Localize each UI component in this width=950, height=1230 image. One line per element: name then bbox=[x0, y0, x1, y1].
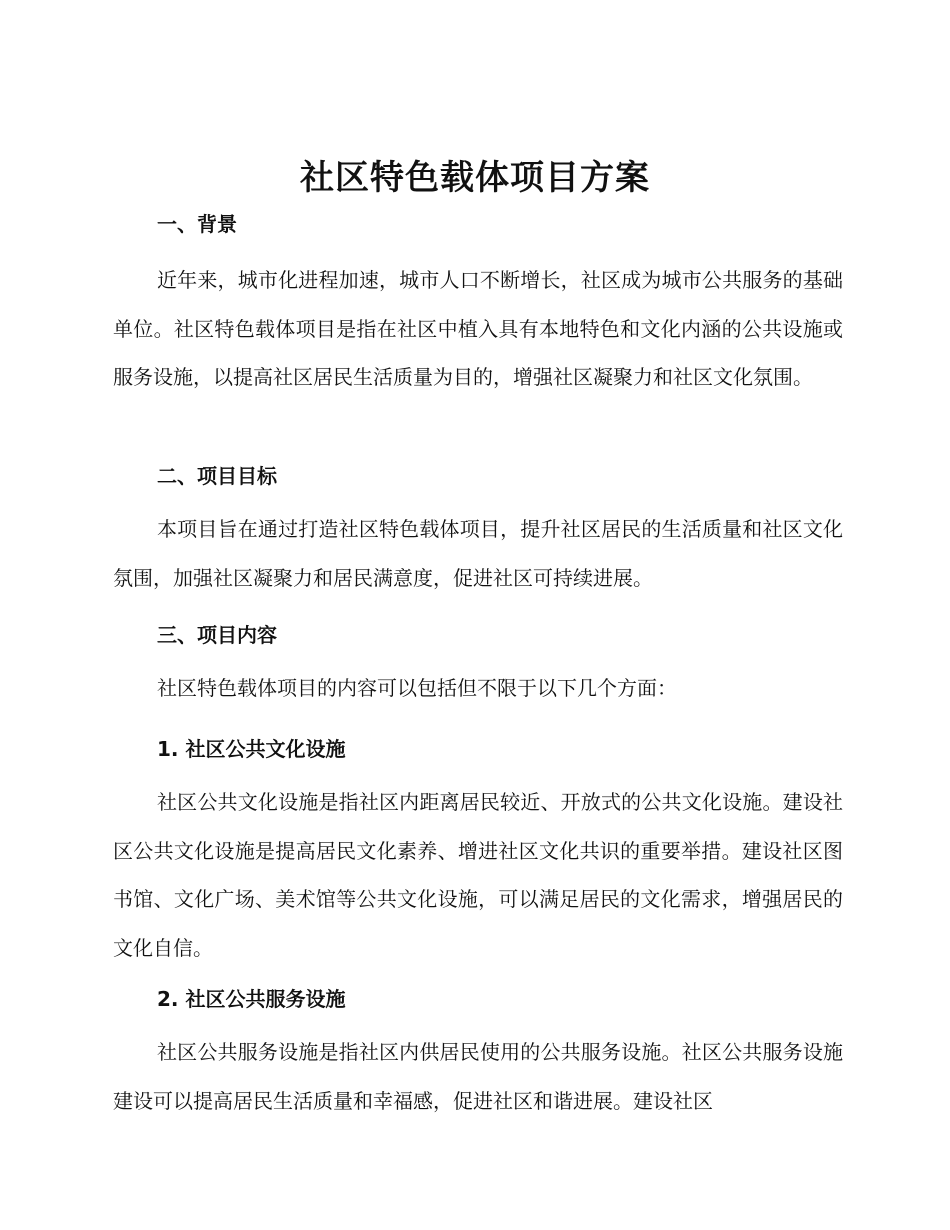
section-heading-content: 三、项目内容 bbox=[157, 623, 277, 647]
document-title: 社区特色载体项目方案 bbox=[300, 158, 650, 198]
subsection-paragraph-culture: 社区公共文化设施是指社区内距离居民较近、开放式的公共文化设施。建设社区公共文化设施是提高居民文化素养、增进社区文化共识的重要举措。建设社区图书馆、文化广场、美术馆等公共文化设施，可以满足居民的文化需求，增强居民的文化自信。 bbox=[113, 790, 843, 960]
section-heading-background: 一、背景 bbox=[157, 212, 237, 236]
section-paragraph-background: 近年来，城市化进程加速，城市人口不断增长，社区成为城市公共服务的基础单位。社区特色载体项目是指在社区中植入具有本地特色和文化内涵的公共设施或服务设施，以提高社区居民生活质量为目的，增强社区凝聚力和社区文化氛围。 bbox=[113, 268, 843, 389]
subsection-heading-service: 2. 社区公共服务设施 bbox=[157, 987, 346, 1011]
section-paragraph-content: 社区特色载体项目的内容可以包括但不限于以下几个方面： bbox=[157, 676, 677, 700]
section-paragraph-goals: 本项目旨在通过打造社区特色载体项目，提升社区居民的生活质量和社区文化氛围，加强社区凝聚力和居民满意度，促进社区可持续进展。 bbox=[113, 517, 843, 590]
subsection-heading-culture: 1. 社区公共文化设施 bbox=[157, 737, 346, 761]
section-heading-goals: 二、项目目标 bbox=[157, 464, 277, 488]
subsection-paragraph-service: 社区公共服务设施是指社区内供居民使用的公共服务设施。社区公共服务设施建设可以提高居民生活质量和幸福感，促进社区和谐进展。建设社区 bbox=[113, 1040, 843, 1113]
